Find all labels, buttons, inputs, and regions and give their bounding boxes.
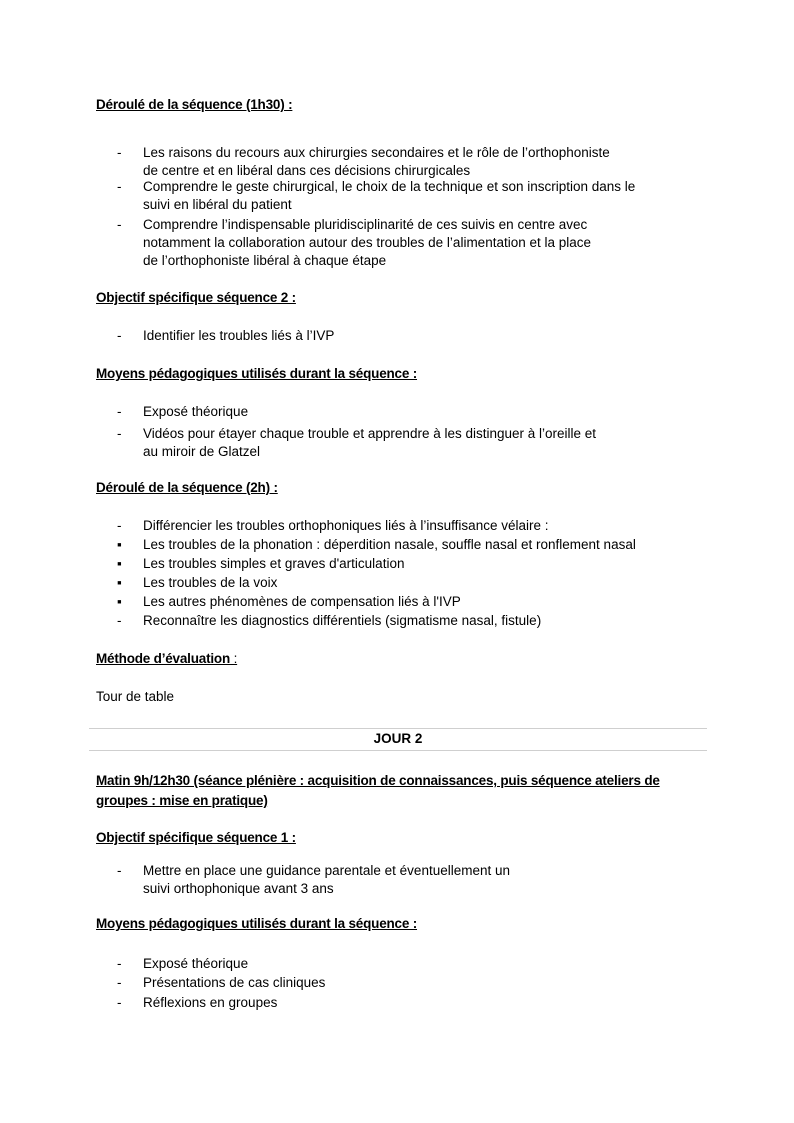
evaluation-text: Tour de table [96,689,175,704]
list-item-line: Vidéos pour étayer chaque trouble et apprendre à les distinguer à l’oreille et [143,426,597,441]
list-marker: - [117,179,122,194]
evaluation-heading-text: Méthode d’évaluation [96,651,231,666]
section-heading: Objectif spécifique séquence 2 : [96,290,296,305]
list-marker: - [117,426,122,441]
evaluation-heading [96,651,237,666]
list-marker: - [117,995,122,1010]
section-heading: Déroulé de la séquence (2h) : [96,480,278,495]
list-item-line: Identifier les troubles liés à l’IVP [143,328,335,343]
list-item-line: Les troubles de la voix [143,575,278,590]
list-marker: - [117,404,122,419]
list-item-line: Exposé théorique [143,956,249,971]
divider-bottom [89,750,707,751]
list-item-line: de centre et en libéral dans ces décisions chirurgicales [143,163,471,178]
section-heading: Déroulé de la séquence (1h30) : [96,97,293,112]
list-item-line: Réflexions en groupes [143,995,278,1010]
section-heading: Objectif spécifique séquence 1 : [96,830,296,845]
list-item-line: Les troubles de la phonation : déperdition nasale, souffle nasal et ronflement nasal [143,537,636,552]
list-item-line: Reconnaître les diagnostics différentiels (sigmatisme nasal, fistule) [143,613,542,628]
list-marker: - [117,217,122,232]
list-item-line: Les autres phénomènes de compensation liés à l'IVP [143,594,461,609]
list-marker: ▪ [117,556,122,571]
list-item-line: au miroir de Glatzel [143,444,261,459]
list-item-line: de l’orthophoniste libéral à chaque étape [143,253,387,268]
list-marker: - [117,956,122,971]
list-marker: - [117,613,122,628]
list-item-line: Comprendre l’indispensable pluridisciplinarité de ces suivis en centre avec [143,217,588,232]
divider-top [89,728,707,729]
day-title: JOUR 2 [373,731,423,746]
list-item-line: suivi orthophonique avant 3 ans [143,881,334,896]
list-marker: - [117,975,122,990]
section-heading: Moyens pédagogiques utilisés durant la séquence : [96,366,418,381]
section-heading: Moyens pédagogiques utilisés durant la séquence : [96,916,418,931]
session-heading: Matin 9h/12h30 (séance plénière : acquisition de connaissances, puis séquence ateliers de groupes : mise en pratique) [96,773,660,808]
list-marker: ▪ [117,594,122,609]
evaluation-heading-suffix: : [230,651,238,666]
list-marker: - [117,145,122,160]
list-item-line: suivi en libéral du patient [143,197,292,212]
list-item-line: Les raisons du recours aux chirurgies secondaires et le rôle de l’orthophoniste [143,145,610,160]
list-item-line: Présentations de cas cliniques [143,975,326,990]
list-item-line: notamment la collaboration autour des troubles de l’alimentation et la place [143,235,592,250]
list-item-line: Exposé théorique [143,404,249,419]
list-marker: - [117,328,122,343]
list-marker: - [117,863,122,878]
list-item-line: Les troubles simples et graves d'articulation [143,556,405,571]
list-item-line: Comprendre le geste chirurgical, le choix de la technique et son inscription dans le [143,179,636,194]
list-marker: ▪ [117,537,122,552]
list-marker: ▪ [117,575,122,590]
list-item-line: Différencier les troubles orthophoniques liés à l’insuffisance vélaire : [143,518,549,533]
list-item-line: Mettre en place une guidance parentale et éventuellement un [143,863,511,878]
list-marker: - [117,518,122,533]
